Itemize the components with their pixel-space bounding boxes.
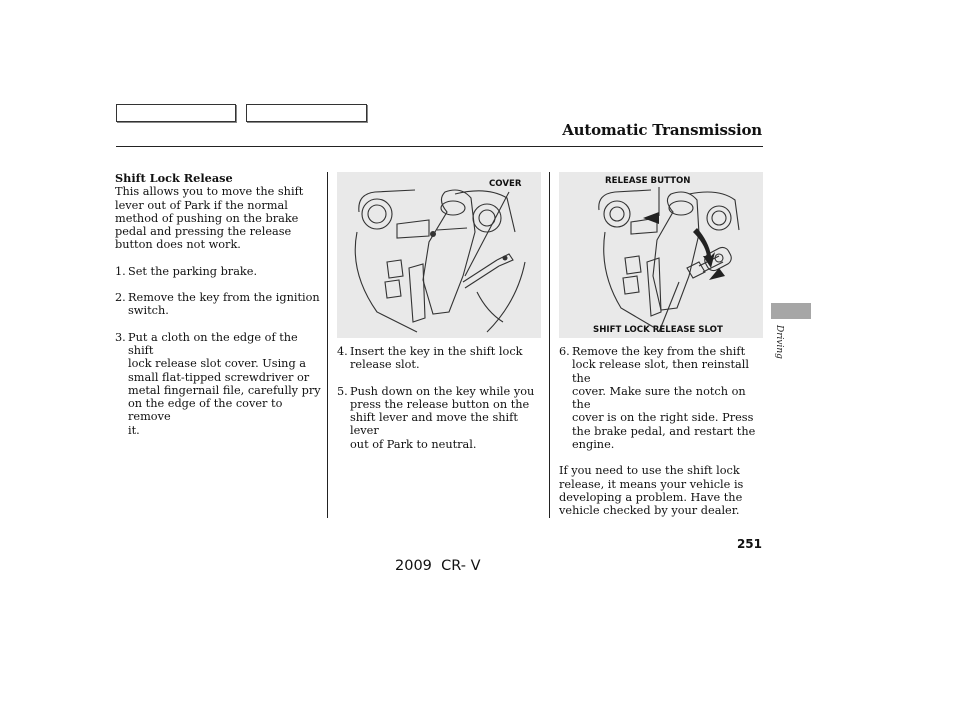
figure-release	[559, 172, 763, 338]
step-6	[559, 345, 765, 451]
column-divider-1	[327, 172, 328, 518]
figure-cover	[337, 172, 541, 338]
step-1	[115, 265, 321, 278]
step-line: small flat-tipped screwdriver or	[128, 370, 310, 384]
header-tab-box-2	[246, 104, 367, 122]
step-number: 4.	[337, 345, 348, 358]
step-line: switch.	[128, 304, 169, 318]
shifter-illustration-1	[337, 172, 541, 338]
step-line: Remove the key from the shift	[572, 345, 746, 358]
step-line: Set the parking brake.	[128, 264, 258, 278]
right-column	[559, 345, 765, 518]
step-line: Push down on the key while you	[350, 384, 535, 398]
middle-column	[337, 345, 543, 451]
footer-model: 2009 CR- V	[395, 558, 481, 574]
section-tab-label: Driving	[774, 325, 784, 359]
cover-label: COVER	[489, 179, 522, 189]
intro-line: This allows you to move the shift	[115, 185, 304, 199]
release-button-label: RELEASE BUTTON	[605, 176, 691, 186]
shift-lock-release-slot-label: SHIFT LOCK RELEASE SLOT	[593, 325, 723, 335]
note-line: vehicle checked by your dealer.	[559, 504, 740, 518]
step-5	[337, 385, 543, 451]
step-number: 5.	[337, 384, 348, 398]
step-line: cover is on the right side. Press	[572, 411, 754, 425]
step-number: 2.	[115, 291, 126, 305]
left-column	[115, 172, 321, 437]
page-title: Automatic Transmission	[562, 121, 762, 139]
step-2	[115, 291, 321, 318]
note-line: release, it means your vehicle is	[559, 477, 744, 491]
note-paragraph	[559, 464, 765, 517]
step-number: 3.	[115, 330, 126, 344]
step-line: release slot.	[350, 358, 420, 372]
step-line: press the release button on the	[350, 397, 530, 411]
section-tab	[771, 303, 811, 319]
column-divider-2	[549, 172, 550, 518]
step-line: Remove the key from the ignition	[128, 291, 320, 305]
step-line: lock release slot cover. Using a	[128, 357, 307, 371]
step-3	[115, 331, 321, 437]
step-line: engine.	[572, 438, 615, 452]
step-line: the brake pedal, and restart the	[572, 424, 756, 438]
intro-line: pedal and pressing the release	[115, 225, 292, 239]
page-number: 251	[736, 537, 762, 551]
step-line: it.	[128, 423, 140, 437]
step-line: lock release slot, then reinstall the	[572, 358, 749, 385]
header-tab-box-1	[116, 104, 236, 122]
step-number: 1.	[115, 264, 126, 278]
intro-line: lever out of Park if the normal	[115, 198, 288, 212]
step-line: metal fingernail file, carefully pry	[128, 383, 321, 397]
intro-paragraph	[115, 185, 321, 251]
step-number: 6.	[559, 345, 570, 358]
step-line: shift lever and move the shift lever	[350, 411, 518, 438]
intro-line: button does not work.	[115, 238, 241, 252]
step-line: cover. Make sure the notch on the	[572, 384, 746, 412]
shifter-illustration-2	[559, 172, 763, 338]
section-heading: Shift Lock Release	[115, 171, 233, 185]
intro-line: method of pushing on the brake	[115, 211, 299, 225]
step-line: out of Park to neutral.	[350, 437, 477, 451]
step-line: Insert the key in the shift lock	[350, 345, 523, 358]
step-line: Put a cloth on the edge of the shift	[128, 330, 298, 357]
note-line: developing a problem. Have the	[559, 490, 743, 504]
header-rule	[116, 146, 763, 147]
step-line: on the edge of the cover to remove	[128, 397, 283, 424]
step-4	[337, 345, 543, 372]
note-line: If you need to use the shift lock	[559, 464, 740, 478]
